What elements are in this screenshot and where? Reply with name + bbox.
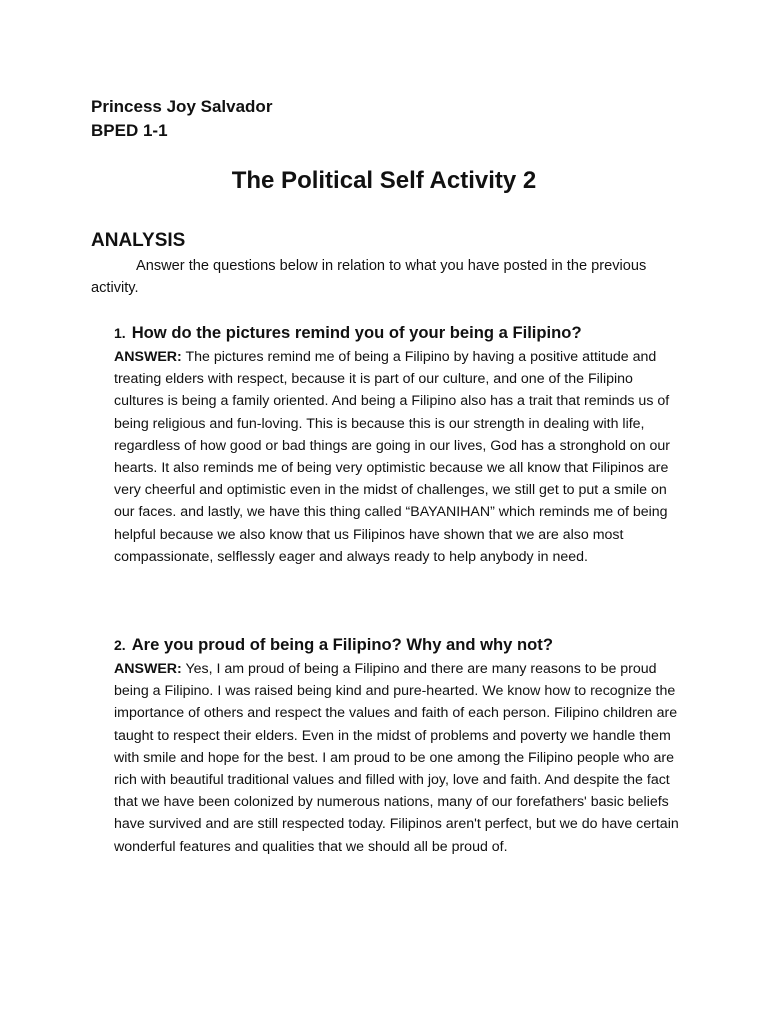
question-1-number: 1. (114, 325, 126, 341)
document-title: The Political Self Activity 2 (231, 167, 537, 194)
answer-2 (114, 658, 682, 858)
analysis-intro: Answer the questions below in relation to what you have posted in the previous activity. (91, 258, 647, 296)
question-2-number: 2. (114, 637, 126, 653)
analysis-heading: ANALYSIS (91, 230, 186, 251)
answer-1 (114, 346, 682, 568)
question-1-text: How do the pictures remind you of your being a Filipino? (131, 323, 582, 342)
answer-1-label: ANSWER: (114, 349, 182, 365)
author-name: Princess Joy Salvador (91, 97, 273, 116)
answer-2-label: ANSWER: (114, 661, 182, 677)
author-section: BPED 1-1 (91, 121, 168, 140)
answer-2-text: Yes, I am proud of being a Filipino and there are many reasons to be proud being a Filipino. I was raised being kind and pure-hearted. We know how to recognize the importance of others and respect the values and faith of each person. Filipino children are taught to respect their elders. Even in the midst of problems and poverty we handle them with smile and hope for the best. I am proud to be one among the Filipino people who are rich with beautiful traditional values and filled with joy, love and faith. And despite the fact that we have been colonized by numerous nations, many of our forefathers' basic beliefs have survived and are still respected today. Filipinos aren't perfect, but we do have certain wonderful features and qualities that we should all be proud of. (114, 661, 679, 855)
question-1 (114, 322, 714, 344)
answer-1-text: The pictures remind me of being a Filipino by having a positive attitude and treating elders with respect, because it is part of our culture, and one of the Filipino cultures is being a family oriented. And being a Filipino also has a trait that reminds us of being religious and fun-loving. This is because this is our strength in dealing with life, regardless of how good or bad things are going in our lives, God has a stronghold on our hearts. It also reminds me of being very optimistic because we all know that Filipinos are very cheerful and optimistic even in the midst of challenges, we still get to put a smile on our faces. and lastly, we have this thing called “BAYANIHAN” which reminds me of being helpful because we also know that us Filipinos have shown that we are also most compassionate, selflessly eager and always ready to help anybody in need. (114, 349, 671, 565)
question-2-text: Are you proud of being a Filipino? Why and why not? (131, 635, 553, 654)
question-2 (114, 634, 714, 656)
